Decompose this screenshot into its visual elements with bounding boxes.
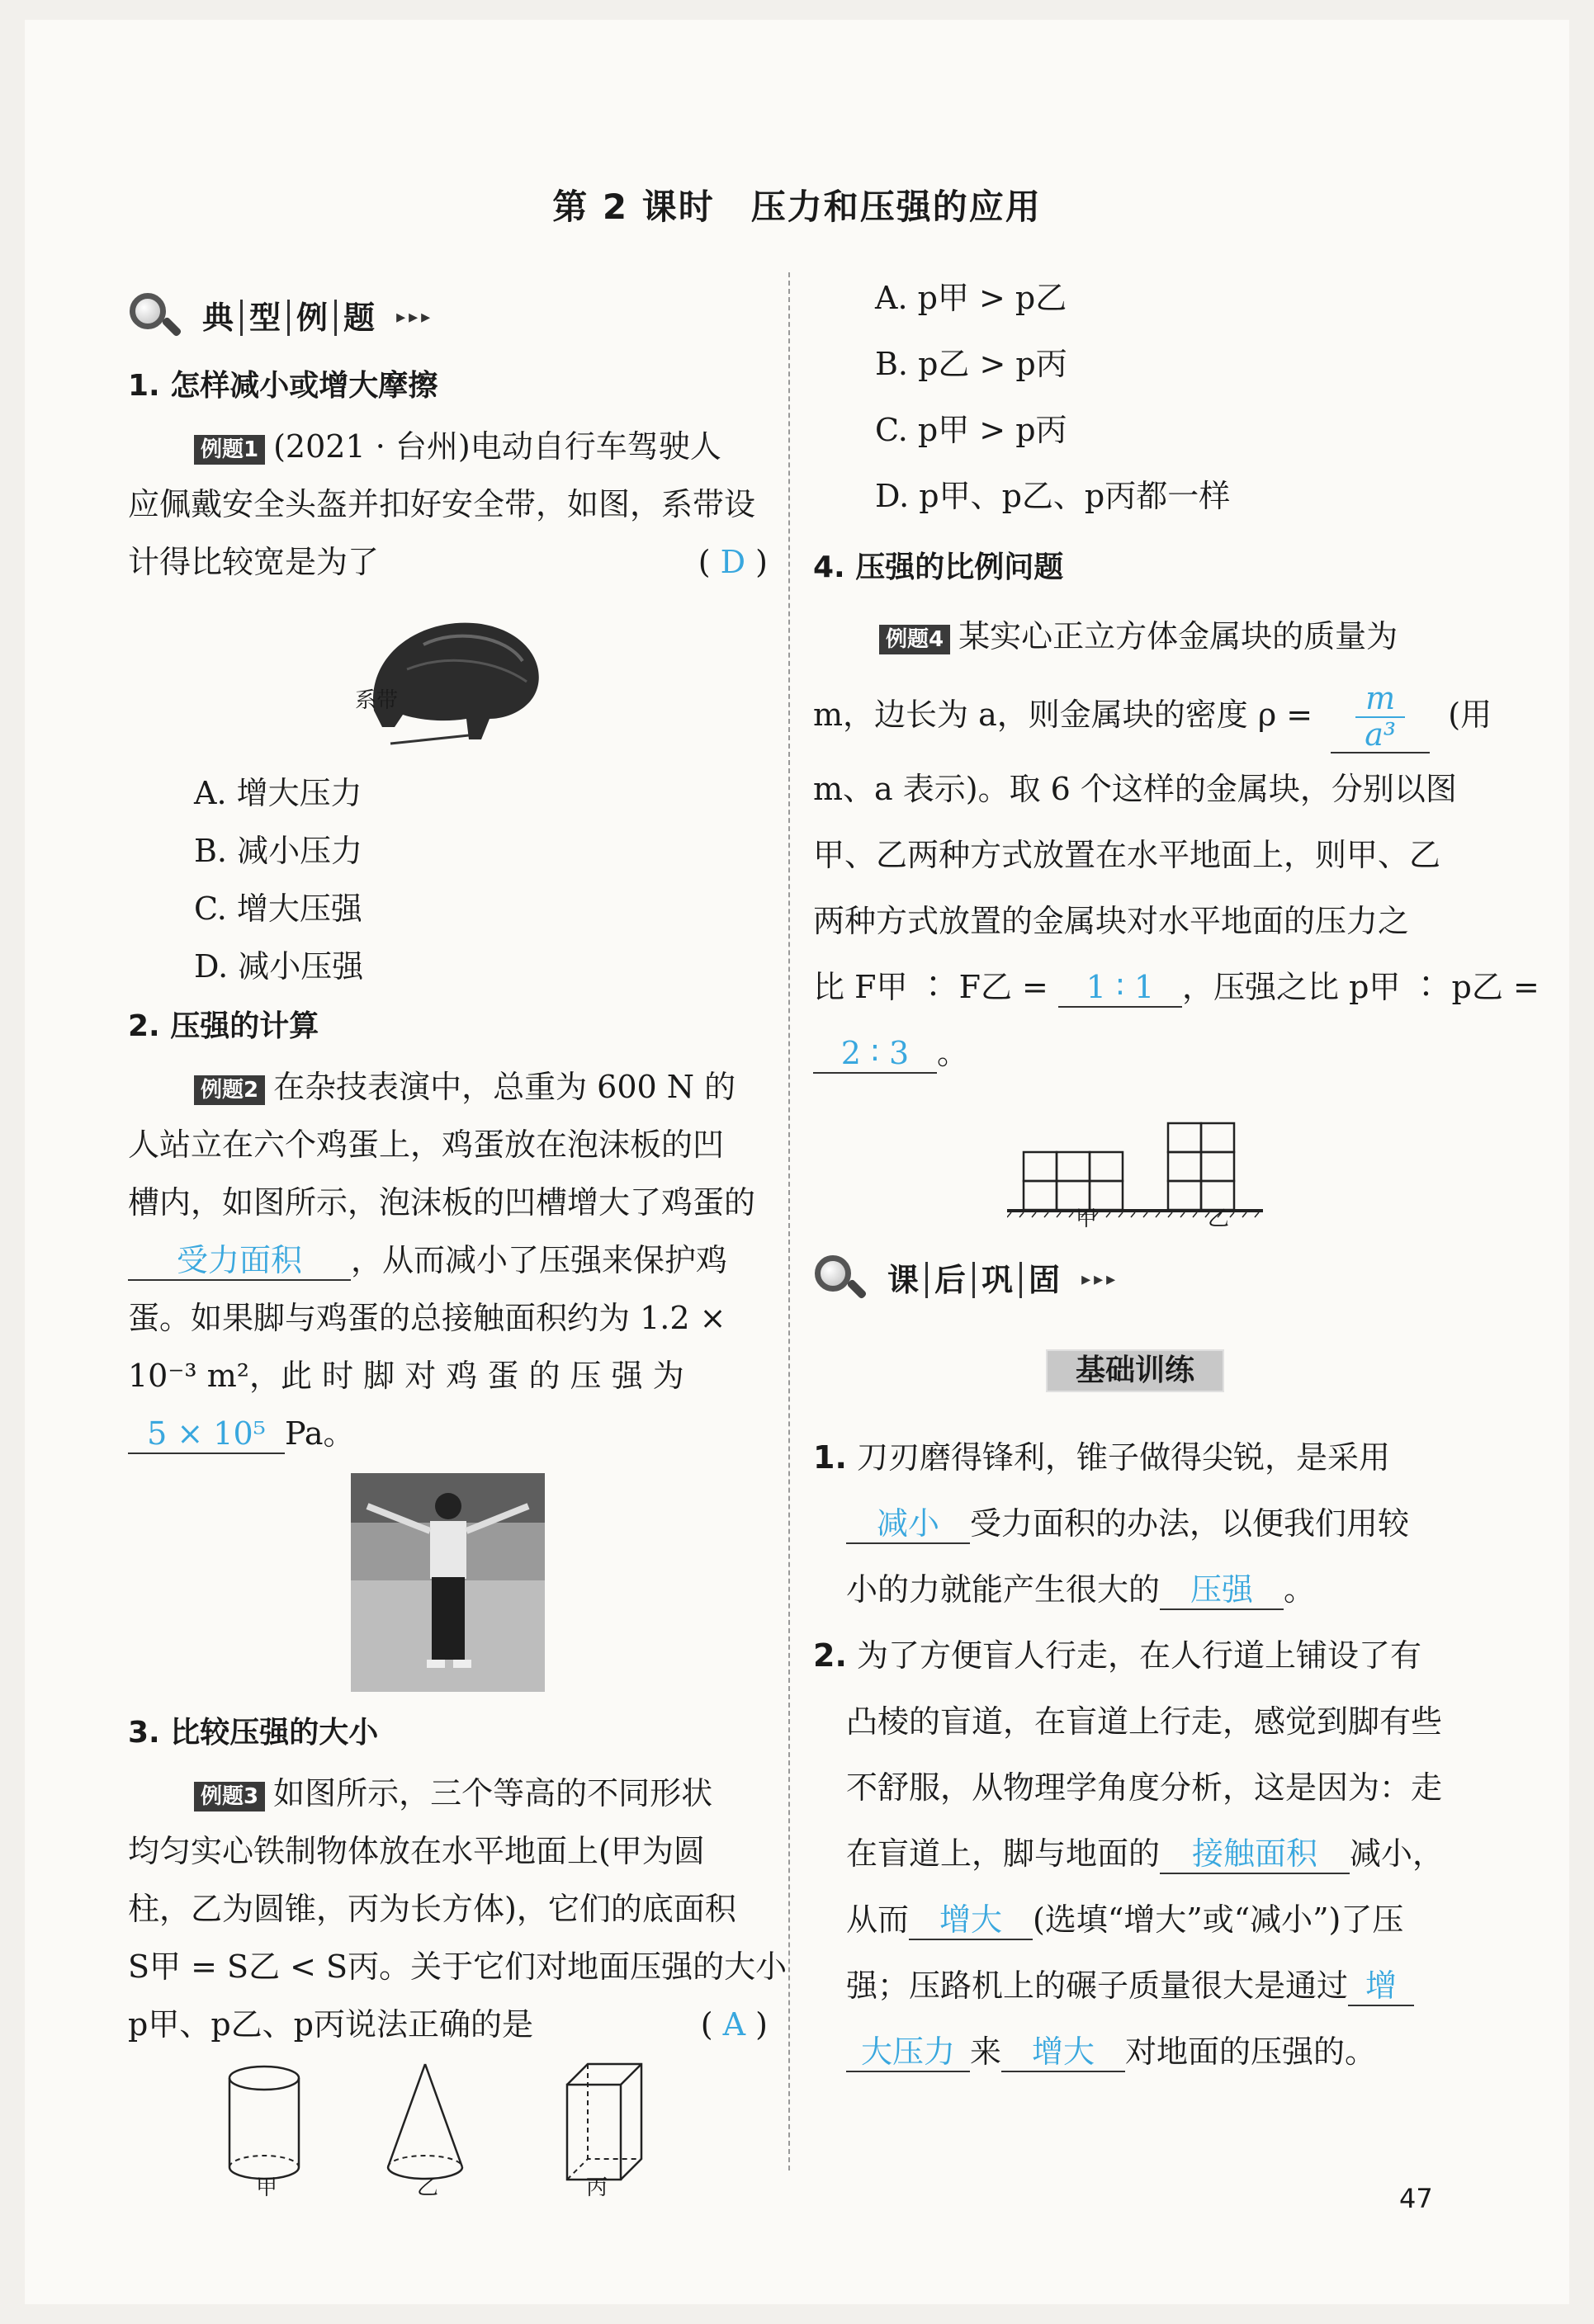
ex2-line: 5 × 10⁵ Pa。	[128, 1405, 768, 1462]
section-header-review	[813, 1243, 1457, 1317]
section-header-char: 固	[1029, 1262, 1061, 1298]
q2-line: 强；压路机上的碾子质量很大是通过 增	[813, 1953, 1457, 2019]
fraction-numerator: m	[1355, 682, 1405, 718]
q2-line: 凸棱的盲道，在盲道上行走，感觉到脚有些	[846, 1703, 1443, 1740]
acrobat-photo	[128, 1462, 768, 1702]
block-label: 乙	[1208, 1207, 1230, 1231]
topic-heading: 4. 压强的比例问题	[813, 550, 1064, 584]
ex4-line: 比 F甲 ∶ F乙 = 1 ∶ 1 ，压强之比 p甲 ∶ p乙 =	[813, 954, 1457, 1020]
section-header-examples	[128, 281, 768, 355]
topic-heading: 1. 怎样减小或增大摩擦	[128, 369, 438, 403]
q2-line: 2. 为了方便盲人行走，在人行道上铺设了有	[813, 1637, 1421, 1674]
example-tag: 例题4	[879, 625, 950, 654]
ex3-line: 柱，乙为圆锥，丙为长方体)，它们的底面积	[128, 1891, 736, 1927]
answer-choice: A	[722, 2006, 746, 2043]
acrobat-image	[351, 1473, 545, 1692]
training-badge: 基础训练	[1046, 1349, 1224, 1392]
ex3-line: 均匀实心铁制物体放在水平地面上(甲为圆	[128, 1833, 705, 1869]
option: B. 减小压力	[194, 833, 363, 869]
example-tag: 例题2	[194, 1075, 265, 1105]
shape-label: 甲	[256, 2175, 278, 2200]
ex3-options	[813, 272, 1457, 536]
ex2-line: 10⁻³ m²，此 时 脚 对 鸡 蛋 的 压 强 为	[128, 1358, 684, 1394]
section-header-char: 例	[290, 300, 337, 336]
question-number: 1.	[813, 1439, 847, 1476]
blocks-diagram	[1007, 1103, 1263, 1218]
ex1-line: 例题1 (2021 · 台州)电动自行车驾驶人	[128, 418, 768, 475]
fraction-denominator: a³	[1365, 716, 1397, 753]
arrow-icons: ▸▸▸	[396, 307, 434, 328]
shapes-diagram	[227, 2060, 689, 2208]
option: A. 增大压力	[194, 775, 362, 811]
section-header-char: 典	[196, 300, 243, 336]
answer-blank: 压强	[1160, 1571, 1284, 1610]
option: D. p甲、p乙、p丙都一样	[875, 478, 1231, 514]
ex1-options	[128, 764, 768, 995]
answer-blank: 1 ∶ 1	[1058, 968, 1182, 1008]
training-badge-row	[813, 1317, 1457, 1424]
helmet-figure	[128, 591, 768, 764]
left-column	[128, 281, 788, 2210]
answer-blank: 增大	[909, 1901, 1033, 1940]
ex1-line: 计得比较宽是为了 ( D )	[128, 533, 768, 591]
section-header-char: 型	[243, 300, 290, 336]
section-header-char: 巩	[975, 1262, 1022, 1298]
answer-blank: 2 ∶ 3	[813, 1034, 937, 1074]
option: C. 增大压强	[194, 890, 362, 927]
q2-line: 在盲道上，脚与地面的 接触面积 减小，	[813, 1821, 1457, 1887]
section-header-char: 课	[881, 1262, 928, 1298]
density-fraction	[1331, 679, 1430, 754]
answer-blank: 增大	[1001, 2033, 1125, 2072]
ex3-line: 例题3 如图所示，三个等高的不同形状	[128, 1764, 768, 1822]
ex2-line: 受力面积 ，从而减小了压强来保护鸡	[128, 1231, 768, 1289]
option: C. p甲 > p丙	[875, 412, 1067, 448]
option: B. p乙 > p丙	[875, 346, 1067, 382]
ex2-line: 例题2 在杂技表演中，总重为 600 N 的	[128, 1058, 768, 1116]
q1-line: 1. 刀刃磨得锋利，锥子做得尖锐，是采用	[813, 1439, 1390, 1476]
q2-line: 大压力 来 增大 对地面的压强的。	[813, 2019, 1457, 2085]
answer-paren: ( D )	[698, 544, 768, 580]
ex2-line: 蛋。如果脚与鸡蛋的总接触面积约为 1.2 ×	[128, 1300, 726, 1336]
helmet-image	[324, 595, 572, 760]
answer-choice: D	[720, 544, 746, 580]
ex4-line: m、a 表示)。取 6 个这样的金属块，分别以图	[813, 771, 1457, 807]
q1-line: 小的力就能产生很大的 压强 。	[813, 1556, 1457, 1623]
answer-blank: 增	[1348, 1967, 1414, 2006]
arrow-icons: ▸▸▸	[1081, 1269, 1119, 1290]
ex3-line: p甲、p乙、p丙说法正确的是 ( A )	[128, 1996, 768, 2053]
right-column	[813, 272, 1540, 2085]
q2-line: 不舒服，从物理学角度分析，这是因为：走	[846, 1769, 1443, 1806]
strap-label: 系带	[355, 688, 399, 713]
column-divider	[788, 272, 790, 2170]
ex4-line: 两种方式放置的金属块对水平地面的压力之	[813, 903, 1410, 939]
ex2-line: 人站立在六个鸡蛋上，鸡蛋放在泡沫板的凹	[128, 1127, 725, 1163]
topic-heading: 2. 压强的计算	[128, 1009, 319, 1043]
answer-blank: 接触面积	[1160, 1835, 1350, 1874]
ex3-line: S甲 = S乙 < S丙。关于它们对地面压强的大小	[128, 1948, 788, 1985]
blocks-figure	[813, 1086, 1457, 1235]
option: D. 减小压强	[194, 948, 364, 985]
page-title: 第 2 课时 压力和压强的应用	[552, 187, 1042, 227]
answer-blank: 减小	[846, 1504, 970, 1544]
ex1-line: 应佩戴安全头盔并扣好安全带，如图，系带设	[128, 486, 756, 522]
question-number: 2.	[813, 1637, 847, 1674]
q2-line: 从而 增大 (选填“增大”或“减小”)了压	[813, 1887, 1457, 1953]
shape-label: 乙	[417, 2175, 439, 2200]
magnifier-icon	[128, 291, 181, 344]
section-header-char: 题	[343, 300, 376, 336]
ex2-line: 槽内，如图所示，泡沫板的凹槽增大了鸡蛋的	[128, 1184, 756, 1221]
answer-blank: 5 × 10⁵	[128, 1415, 285, 1454]
section-header-char: 后	[928, 1262, 975, 1298]
q1-line: 减小 受力面积的办法，以便我们用较	[813, 1490, 1457, 1556]
shape-label: 丙	[586, 2175, 608, 2200]
answer-paren: ( A )	[700, 2006, 768, 2043]
topic-heading: 3. 比较压强的大小	[128, 1716, 379, 1750]
example-tag: 例题3	[194, 1782, 265, 1811]
page-number: 47	[1399, 2183, 1433, 2214]
block-label: 甲	[1076, 1207, 1098, 1231]
shapes-figure	[128, 2053, 768, 2210]
answer-blank: 受力面积	[128, 1241, 351, 1281]
magnifier-icon	[813, 1254, 866, 1306]
answer-blank: 大压力	[846, 2033, 970, 2072]
option: A. p甲 > p乙	[875, 280, 1067, 316]
ex4-line: 例题4 某实心正立方体金属块的质量为	[813, 599, 1457, 673]
ex4-line: 2 ∶ 3 。	[813, 1020, 1457, 1086]
ex4-line: 甲、乙两种方式放置在水平地面上，则甲、乙	[813, 837, 1441, 873]
ex4-line: m，边长为 a，则金属块的密度 ρ = $\frac{m}{\text{a³}}$ (用	[813, 679, 1492, 753]
example-tag: 例题1	[194, 435, 265, 465]
